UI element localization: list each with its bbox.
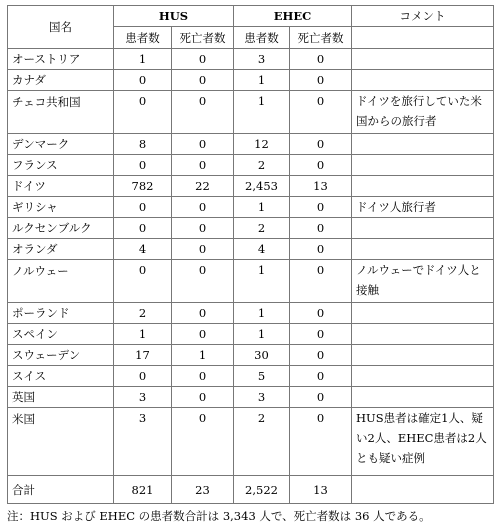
outbreak-table <box>7 5 494 504</box>
hus-deaths-cell: 0 <box>172 155 234 176</box>
footnote: 注：HUS および EHEC の患者数合計は 3,343 人で、死亡者数は 36 人である。 <box>7 509 431 523</box>
table-row <box>8 239 494 260</box>
country-cell: オーストリア <box>8 49 114 70</box>
ehec-deaths-cell: 0 <box>290 324 352 345</box>
hus-patients-cell: 0 <box>114 70 172 91</box>
hus-deaths-cell: 0 <box>172 239 234 260</box>
hus-deaths-cell: 0 <box>172 49 234 70</box>
country-cell: ポーランド <box>8 303 114 324</box>
ehec-patients-cell: 4 <box>234 239 290 260</box>
comment-cell <box>352 239 494 260</box>
hus-patients-cell: 0 <box>114 218 172 239</box>
ehec-header: EHEC <box>234 6 352 27</box>
comment-cell <box>352 324 494 345</box>
hus-patients-cell: 17 <box>114 345 172 366</box>
table-row <box>8 324 494 345</box>
country-header: 国名 <box>8 6 114 49</box>
country-cell: ルクセンブルク <box>8 218 114 239</box>
hus-patients-cell: 0 <box>114 260 172 303</box>
country-cell: チェコ共和国 <box>8 91 114 134</box>
country-cell: スペイン <box>8 324 114 345</box>
table-row <box>8 49 494 70</box>
ehec-deaths-cell: 0 <box>290 303 352 324</box>
ehec-deaths-cell: 0 <box>290 218 352 239</box>
hus-patients-cell: 0 <box>114 197 172 218</box>
comment-cell: ノルウェーでドイツ人と接触 <box>352 260 494 303</box>
hus-deaths-cell: 0 <box>172 218 234 239</box>
ehec-patients-header: 患者数 <box>234 27 290 49</box>
hus-deaths-cell: 0 <box>172 70 234 91</box>
table-row <box>8 345 494 366</box>
ehec-deaths-cell: 0 <box>290 239 352 260</box>
total-row <box>8 476 494 504</box>
ehec-patients-cell: 2 <box>234 155 290 176</box>
hus-deaths-cell: 0 <box>172 197 234 218</box>
hus-patients-cell: 1 <box>114 49 172 70</box>
table-row <box>8 155 494 176</box>
table-row <box>8 91 494 134</box>
ehec-deaths-cell: 0 <box>290 91 352 134</box>
table-row <box>8 366 494 387</box>
ehec-deaths-cell: 0 <box>290 197 352 218</box>
total-hus-patients: 821 <box>114 476 172 504</box>
table-row <box>8 70 494 91</box>
hus-deaths-cell: 0 <box>172 387 234 408</box>
country-cell: スイス <box>8 366 114 387</box>
ehec-patients-cell: 2 <box>234 408 290 476</box>
comment-cell <box>352 345 494 366</box>
hus-deaths-cell: 1 <box>172 345 234 366</box>
comment-cell: ドイツを旅行していた米国からの旅行者 <box>352 91 494 134</box>
hus-header: HUS <box>114 6 234 27</box>
ehec-patients-cell: 1 <box>234 197 290 218</box>
hus-deaths-cell: 22 <box>172 176 234 197</box>
country-cell: フランス <box>8 155 114 176</box>
comment-cell <box>352 134 494 155</box>
comment-cell <box>352 366 494 387</box>
country-cell: スウェーデン <box>8 345 114 366</box>
table-row <box>8 218 494 239</box>
ehec-patients-cell: 2 <box>234 218 290 239</box>
comment-cell: ドイツ人旅行者 <box>352 197 494 218</box>
ehec-patients-cell: 2,453 <box>234 176 290 197</box>
comment-cell <box>352 49 494 70</box>
table-row <box>8 134 494 155</box>
ehec-patients-cell: 1 <box>234 91 290 134</box>
ehec-patients-cell: 12 <box>234 134 290 155</box>
ehec-patients-cell: 3 <box>234 49 290 70</box>
comment-cell <box>352 218 494 239</box>
table-row <box>8 176 494 197</box>
comment-subheader <box>352 27 494 49</box>
table-row <box>8 260 494 303</box>
comment-header: コメント <box>352 6 494 27</box>
hus-patients-cell: 8 <box>114 134 172 155</box>
hus-patients-cell: 1 <box>114 324 172 345</box>
ehec-patients-cell: 1 <box>234 324 290 345</box>
ehec-deaths-cell: 0 <box>290 49 352 70</box>
country-cell: 米国 <box>8 408 114 476</box>
ehec-patients-cell: 3 <box>234 387 290 408</box>
table-row <box>8 197 494 218</box>
hus-patients-cell: 4 <box>114 239 172 260</box>
table-row <box>8 303 494 324</box>
ehec-deaths-cell: 0 <box>290 387 352 408</box>
comment-cell <box>352 155 494 176</box>
comment-cell <box>352 176 494 197</box>
ehec-deaths-cell: 0 <box>290 155 352 176</box>
ehec-deaths-cell: 0 <box>290 366 352 387</box>
hus-deaths-cell: 0 <box>172 324 234 345</box>
hus-deaths-cell: 0 <box>172 260 234 303</box>
hus-patients-cell: 2 <box>114 303 172 324</box>
hus-patients-cell: 3 <box>114 408 172 476</box>
table-row <box>8 408 494 476</box>
country-cell: カナダ <box>8 70 114 91</box>
country-cell: ノルウェー <box>8 260 114 303</box>
total-hus-deaths: 23 <box>172 476 234 504</box>
total-ehec-patients: 2,522 <box>234 476 290 504</box>
hus-patients-cell: 3 <box>114 387 172 408</box>
ehec-deaths-cell: 0 <box>290 345 352 366</box>
hus-patients-cell: 0 <box>114 366 172 387</box>
table-row <box>8 387 494 408</box>
country-cell: ドイツ <box>8 176 114 197</box>
ehec-patients-cell: 1 <box>234 303 290 324</box>
hus-patients-header: 患者数 <box>114 27 172 49</box>
comment-cell <box>352 303 494 324</box>
table-body <box>8 49 494 504</box>
total-ehec-deaths: 13 <box>290 476 352 504</box>
hus-patients-cell: 782 <box>114 176 172 197</box>
country-cell: 英国 <box>8 387 114 408</box>
hus-patients-cell: 0 <box>114 91 172 134</box>
total-label: 合計 <box>8 476 114 504</box>
country-cell: デンマーク <box>8 134 114 155</box>
ehec-patients-cell: 5 <box>234 366 290 387</box>
ehec-patients-cell: 30 <box>234 345 290 366</box>
ehec-patients-cell: 1 <box>234 70 290 91</box>
comment-cell: HUS患者は確定1人、疑い2人、EHEC患者は2人とも疑い症例 <box>352 408 494 476</box>
country-cell: ギリシャ <box>8 197 114 218</box>
ehec-patients-cell: 1 <box>234 260 290 303</box>
hus-deaths-header: 死亡者数 <box>172 27 234 49</box>
ehec-deaths-cell: 0 <box>290 260 352 303</box>
ehec-deaths-header: 死亡者数 <box>290 27 352 49</box>
ehec-deaths-cell: 0 <box>290 70 352 91</box>
comment-cell <box>352 387 494 408</box>
comment-cell <box>352 70 494 91</box>
hus-deaths-cell: 0 <box>172 366 234 387</box>
ehec-deaths-cell: 13 <box>290 176 352 197</box>
hus-deaths-cell: 0 <box>172 134 234 155</box>
hus-deaths-cell: 0 <box>172 91 234 134</box>
hus-deaths-cell: 0 <box>172 303 234 324</box>
country-cell: オランダ <box>8 239 114 260</box>
ehec-deaths-cell: 0 <box>290 408 352 476</box>
ehec-deaths-cell: 0 <box>290 134 352 155</box>
hus-patients-cell: 0 <box>114 155 172 176</box>
total-comment <box>352 476 494 504</box>
hus-deaths-cell: 0 <box>172 408 234 476</box>
